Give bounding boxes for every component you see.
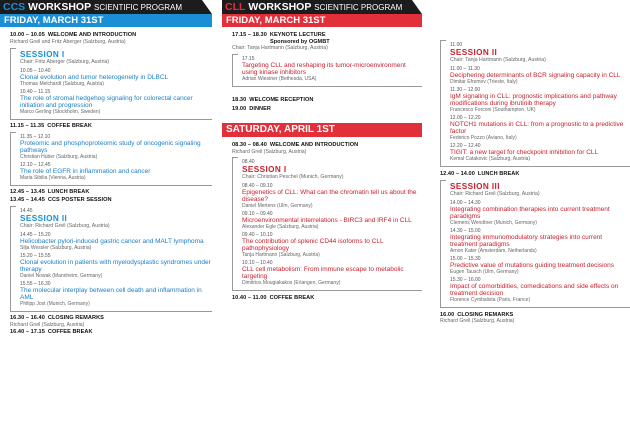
closing-chair: Richard Greil (Salzburg, Austria)	[440, 318, 515, 325]
closing-time: 16.30 – 16.40	[10, 314, 45, 321]
closing-label: CLOSING REMARKS	[457, 311, 514, 318]
session-title: SESSION I	[20, 50, 65, 60]
talk-time: 11.00 – 11.30	[450, 66, 480, 72]
day-heading: FRIDAY, MARCH 31ST	[222, 14, 422, 27]
talk-time: 09.40 – 10.10	[242, 232, 273, 239]
ccs-acronym: CCS	[3, 1, 26, 13]
welcome-chair: Richard Greil (Salzburg, Austria)	[232, 148, 307, 155]
talk-speaker: Dimitrios Mougiakakos (Erlangen, Germany)	[242, 280, 341, 287]
keynote-label: KEYNOTE LECTURE	[269, 32, 326, 38]
talk-time: 14.30 – 15.00	[450, 227, 481, 234]
talk	[20, 134, 212, 160]
talk-time: 10.10 – 10.40	[242, 260, 273, 267]
talk: 09.10 – 09.40 Microenvironmental interrelations - BIRC3 and IRF4 in CLL Alexander Egle (Salzburg, Austria)	[242, 211, 422, 230]
sponsor-line: Sponsored by OGMBT	[270, 38, 330, 45]
talk-speaker: Philipp Jost (Munich, Germany)	[20, 300, 90, 307]
talk-time: 08.40	[242, 159, 255, 166]
session-title: SESSION II	[20, 213, 68, 223]
talk-speaker: Thomas Melchardt (Salzburg, Austria)	[20, 81, 104, 88]
cll-acronym: CLL	[225, 1, 246, 13]
cll-program-column-continued	[430, 0, 630, 325]
talk-time: 12.10 – 12.45	[20, 161, 51, 168]
lunch-label: LUNCH BREAK	[477, 171, 520, 177]
session-chair: Chair: Christian Peschel (Munich, Germany)	[242, 174, 344, 181]
day-heading: FRIDAY, MARCH 31ST	[0, 14, 212, 27]
closing-label: CLOSING REMARKS	[47, 314, 104, 321]
program-label: SCIENTIFIC PROGRAM	[94, 3, 183, 12]
session-block	[232, 54, 422, 87]
talk-title: The role of EGFR in inflammation and cancer	[20, 167, 151, 175]
ccs-program-column	[0, 0, 212, 336]
coffee-label: COFFEE BREAK	[47, 123, 92, 130]
dinner-time: 19.00	[232, 106, 247, 113]
talk-speaker: Eugen Tausch (Ulm, Germany)	[450, 268, 519, 275]
talk-speaker: Adrian Wiestner (Bethesda, USA)	[242, 75, 317, 82]
closing-time: 16.00	[440, 311, 455, 318]
talk-speaker: Dimitar Efremov (Trieste, Italy)	[450, 79, 518, 85]
talk-title: Clonal evolution in patients with myelodysplastic syndromes under therapy	[20, 258, 211, 273]
talk-speaker: Federico Pozzo (Aviano, Italy)	[450, 135, 517, 141]
keynote-chair: Chair: Tanja Hartmann (Salzburg, Austria)	[232, 45, 328, 52]
welcome-time: 08.30 – 08.40	[232, 141, 267, 148]
talk	[242, 260, 422, 286]
poster-time: 13.45 – 14.45	[10, 197, 45, 204]
talk-title: Proteomic and phosphoproteomic study of oncogenic signaling pathways	[20, 139, 201, 154]
cll-program-column	[222, 0, 422, 302]
session-block	[440, 40, 630, 167]
talk-time: 11.30 – 12.00	[450, 87, 481, 93]
session-chair: Chair: Richard Greil (Salzburg, Austria)	[450, 190, 540, 197]
talk-title: Deciphering determinants of BCR signaling capacity in CLL	[450, 72, 621, 79]
session-block	[232, 157, 422, 291]
talk-time: 14.45	[20, 207, 33, 214]
talk	[450, 66, 630, 85]
talk-title: Epigenetics of CLL: What can the chromatin tell us about the disease?	[242, 189, 417, 204]
talk-title: The molecular interplay between cell death and inflammation in AML	[20, 286, 202, 301]
talk-title: NOTCH1 mutations in CLL: from a prognostic to a predictive factor	[450, 121, 624, 135]
talk-time: 11.00	[450, 42, 463, 48]
lunch-label: LUNCH BREAK	[47, 188, 90, 195]
reception-time: 18.30	[232, 96, 247, 103]
lunch-time: 12.40 – 14.00	[440, 171, 475, 177]
talk-time: 12.20 – 12.40	[450, 143, 481, 149]
cll-banner	[222, 0, 422, 14]
talk	[450, 115, 630, 141]
talk-title: CLL cell metabolism: From immune escape to metabolic targeting	[242, 266, 404, 281]
talk	[20, 232, 212, 251]
talk-time: 14.45 – 15.20	[20, 231, 51, 238]
session-title: SESSION III	[450, 181, 500, 191]
talk-title: Integrating combination therapies into current treatment paradigms	[450, 205, 610, 220]
talk-time: 08.40 – 09.10	[242, 183, 273, 190]
talk-time: 10.40 – 11.15	[20, 89, 51, 96]
talk	[450, 228, 630, 254]
talk-speaker: Tanja Hartmann (Salzburg, Austria)	[242, 252, 320, 259]
session-chair: Chair: Richard Greil (Salzburg, Austria)	[20, 222, 110, 229]
talk	[450, 200, 630, 226]
coffee-time: 11.15 – 11.35	[10, 123, 45, 130]
talk-time: 17.15	[242, 55, 255, 62]
talk-time: 10.05 – 10.40	[20, 68, 51, 75]
reception-label: WELCOME RECEPTION	[249, 96, 314, 103]
talk-speaker: Daniel Nowak (Mannheim, Germany)	[20, 272, 103, 279]
session-block	[10, 206, 212, 312]
talk-title: Integrating immunomodulatory strategies into current treatment paradigms	[450, 233, 603, 248]
talk-speaker: Maria Sibilia (Vienna, Austria)	[20, 174, 86, 181]
talk-title: The contribution of splenic CD44 isoforms to CLL pathophysiology	[242, 238, 384, 253]
talk-speaker: Daniel Mertens (Ulm, Germany)	[242, 203, 313, 210]
talk	[20, 253, 212, 279]
session-chair: Chair: Fritz Aberger (Salzburg, Austria)	[20, 59, 110, 66]
talk-title: IgM signaling in CLL: prognostic implications and pathway modifications during ibrutinib therapy	[450, 93, 617, 107]
talk	[450, 277, 630, 303]
session-block	[10, 48, 212, 120]
workshop-label: WORKSHOP	[28, 1, 92, 13]
talk-speaker: Francesco Forconi (Southampton, UK)	[450, 107, 536, 113]
talk	[450, 143, 630, 162]
talk-title: Targeting CLL and reshaping its tumor-microenvironment using kinase inhibitors	[242, 61, 406, 76]
poster-label: CCS POSTER SESSION	[47, 197, 112, 204]
coffee-label: COFFEE BREAK	[47, 329, 93, 336]
talk-title: Clonal evolution and tumor heterogeneity in DLBCL	[20, 74, 169, 82]
session-title: SESSION I	[242, 165, 287, 175]
talk-time: 12.00 – 12.20	[450, 115, 481, 121]
session-title: SESSION II	[450, 48, 498, 57]
talk	[20, 162, 212, 181]
talk-speaker: Silja Wessler (Salzburg, Austria)	[20, 244, 92, 251]
talk-title: TIGIT: a new target for checkpoint inhibition for CLL	[450, 149, 599, 156]
talk-title: Predictive value of mutations guiding treatment decisions	[450, 261, 615, 269]
program-label: SCIENTIFIC PROGRAM	[314, 3, 403, 12]
welcome-chair: Richard Greil and Fritz Aberger (Salzburg, Austria)	[10, 38, 126, 45]
day-heading: SATURDAY, APRIL 1ST	[222, 123, 422, 137]
talk	[20, 68, 212, 87]
coffee-time: 16.40 – 17.15	[10, 329, 45, 336]
lunch-time: 12.45 – 13.45	[10, 188, 45, 195]
talk-time: 15.20 – 15.55	[20, 252, 51, 259]
coffee-time: 10.40 – 11.00	[232, 295, 267, 302]
workshop-label: WORKSHOP	[248, 1, 312, 13]
talk-speaker: Marco Gerling (Stockholm, Sweden)	[20, 109, 101, 116]
talk-speaker: Kemal Catakovic (Salzburg, Austria)	[450, 156, 531, 162]
ccs-banner	[0, 0, 212, 14]
talk-time: 15.30 – 16.00	[450, 276, 481, 283]
talk	[450, 87, 630, 113]
talk-speaker: Clemens Wendtner (Munich, Germany)	[450, 219, 537, 226]
talk-time: 15.55 – 16.30	[20, 280, 51, 287]
keynote-time: 17.15 – 18.30	[232, 32, 267, 38]
talk	[20, 89, 212, 115]
talk-title: Impact of comorbidities, comedications and side effects on treatment decision	[450, 282, 619, 297]
welcome-label: WELCOME AND INTRODUCTION	[269, 141, 359, 148]
closing-chair: Richard Greil (Salzburg, Austria)	[10, 321, 85, 328]
talk-time: 11.35 – 12.10	[20, 133, 51, 140]
talk-title: Helicobacter pylori-induced gastric cancer and MALT lymphoma	[20, 237, 204, 245]
talk	[242, 232, 422, 258]
talk-speaker: Christian Huber (Salzburg, Austria)	[20, 153, 98, 160]
talk-speaker: Alexander Egle (Salzburg, Austria)	[242, 224, 319, 231]
session-block	[10, 132, 212, 186]
talk-speaker: Arnon Kater (Amsterdam, Netherlands)	[450, 247, 537, 254]
dinner-label: DINNER	[249, 106, 271, 113]
welcome-label: WELCOME AND INTRODUCTION	[47, 32, 137, 38]
talk	[450, 256, 630, 275]
session-block	[440, 180, 630, 308]
talk-title: Microenvironmental interrelations - BIRC3 and IRF4 in CLL	[242, 217, 412, 225]
welcome-time: 10.00 – 10.05	[10, 32, 45, 38]
talk-title: The role of stromal hedgehog signaling for colorectal cancer initiation and progression	[20, 95, 193, 110]
talk	[242, 56, 422, 82]
talk-time: 15.00 – 15.30	[450, 255, 481, 262]
coffee-label: COFFEE BREAK	[269, 295, 315, 302]
talk	[20, 281, 212, 307]
talk-time: 14.00 – 14.30	[450, 199, 481, 206]
talk	[242, 183, 422, 209]
session-chair: Chair: Tanja Hartmann (Salzburg, Austria)	[450, 57, 546, 63]
talk-speaker: Florence Cymbalista (Paris, France)	[450, 296, 531, 303]
